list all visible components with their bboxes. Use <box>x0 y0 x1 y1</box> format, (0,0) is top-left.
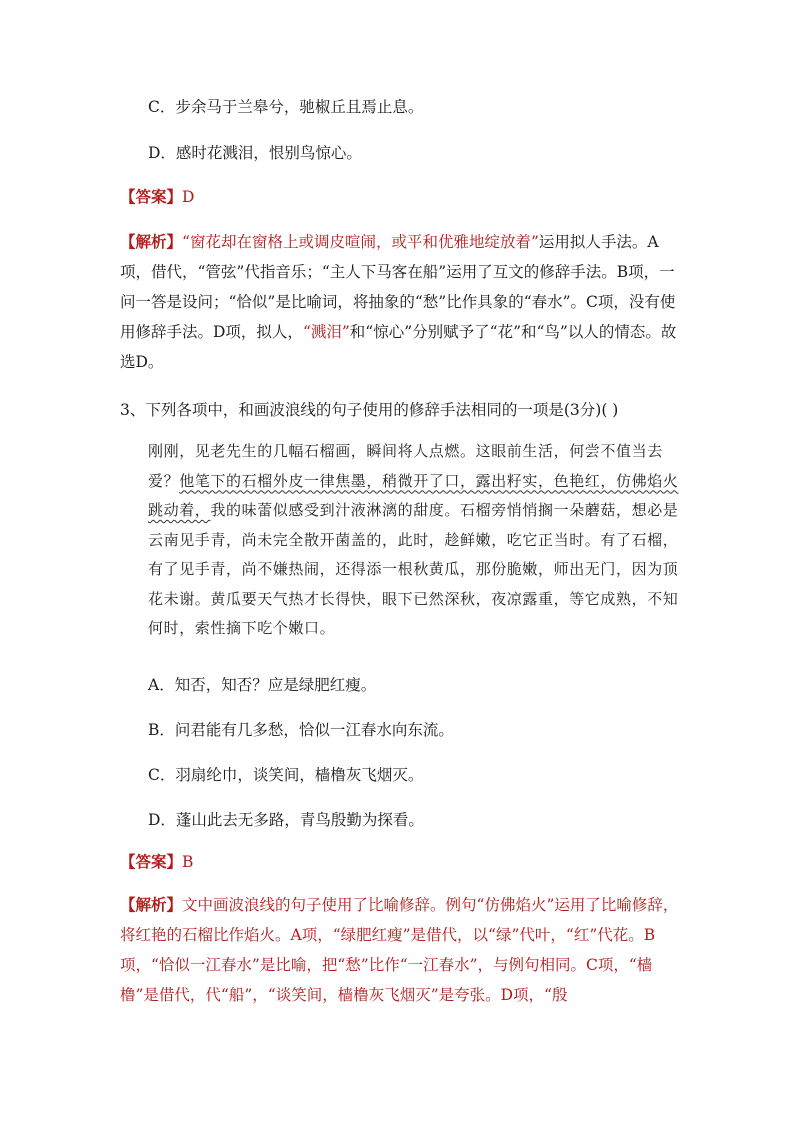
passage-text-2: 我的味蕾似感受到汁液淋漓的甜度。石榴旁悄悄搁一朵蘑菇，想必是云南见手青，尚未完全散开菌盖的，此时，趁鲜嫩，吃它正当时。有了石榴，有了见手青，尚不嫌热闹，还得添一根秋黄瓜，那份脆嫩，师出无门，因为顶花未谢。黄瓜要天气热才长得快，眼下已然深秋，夜凉露重，等它成熟，不知何时，索性摘下吃个嫩口。 <box>148 501 679 637</box>
q3-question: 3、下列各项中，和画波浪线的句子使用的修辞手法相同的一项是(3分)( ) <box>120 401 619 419</box>
analysis-tag: 【解析】 <box>120 232 183 251</box>
analysis-text-2: 和“惊心”分别赋予了“花”和“鸟”以人的情态。故选D。 <box>120 323 677 371</box>
passage-text: 刚刚，见老先生的几幅石榴画，瞬间将人点燃。这眼前生活，何尝不值当去爱？ <box>148 442 663 490</box>
answer-tag: 【答案】 <box>120 852 183 871</box>
q3-option-b: B．问君能有几多愁，恰似一江春水向东流。 <box>148 721 454 739</box>
q2-option-c: C．步余马于兰皋兮，驰椒丘且焉止息。 <box>148 98 424 116</box>
analysis-text: 运用拟人手法。A项，借代，“管弦”代指音乐；“主人下马客在船”运用了互文的修辞手法。B项，一问一答是设问；“恰似”是比喻词，将抽象的“愁”比作具象的“春水”。C项，没有使用修辞手法。D项，拟人， <box>120 233 676 341</box>
q3-answer <box>120 852 193 872</box>
answer-tag: 【答案】 <box>120 187 183 206</box>
q3-option-d: D．蓬山此去无多路，青鸟殷勤为探看。 <box>148 811 424 829</box>
answer-value: D <box>182 188 195 206</box>
passage-wavy-sentence: 他笔下的石榴外皮一律焦墨，稍微开了口，露出籽实，色艳红，仿佛焰火跳动着， <box>148 471 679 519</box>
q3-option-c: C．羽扇纶巾，谈笑间，樯橹灰飞烟灭。 <box>148 766 424 784</box>
analysis-quote: “窗花却在窗格上或调皮喧闹，或平和优雅地绽放着” <box>182 233 539 251</box>
q3-option-a: A．知否，知否？应是绿肥红瘦。 <box>148 676 377 694</box>
analysis-tag: 【解析】 <box>120 895 183 914</box>
analysis-text: 文中画波浪线的句子使用了比喻修辞。例句“仿佛焰火”运用了比喻修辞，将红艳的石榴比作焰火。A项，“绿肥红瘦”是借代，以“绿”代叶，“红”代花。B项，“恰似一江春水”是比喻，把“愁”比作“一江春水”，与例句相同。C项，“樯橹”是借代，代“船”，“谈笑间，樯橹灰飞烟灭”是夸张。D项，“殷 <box>120 896 679 1004</box>
q3-passage <box>148 437 684 644</box>
answer-value: B <box>182 853 194 871</box>
q2-answer <box>120 187 194 207</box>
q2-option-d: D．感时花溅泪，恨别鸟惊心。 <box>148 144 362 162</box>
analysis-quote-2: “溅泪” <box>302 323 350 341</box>
q2-analysis <box>120 227 680 377</box>
q3-analysis <box>120 890 680 1010</box>
